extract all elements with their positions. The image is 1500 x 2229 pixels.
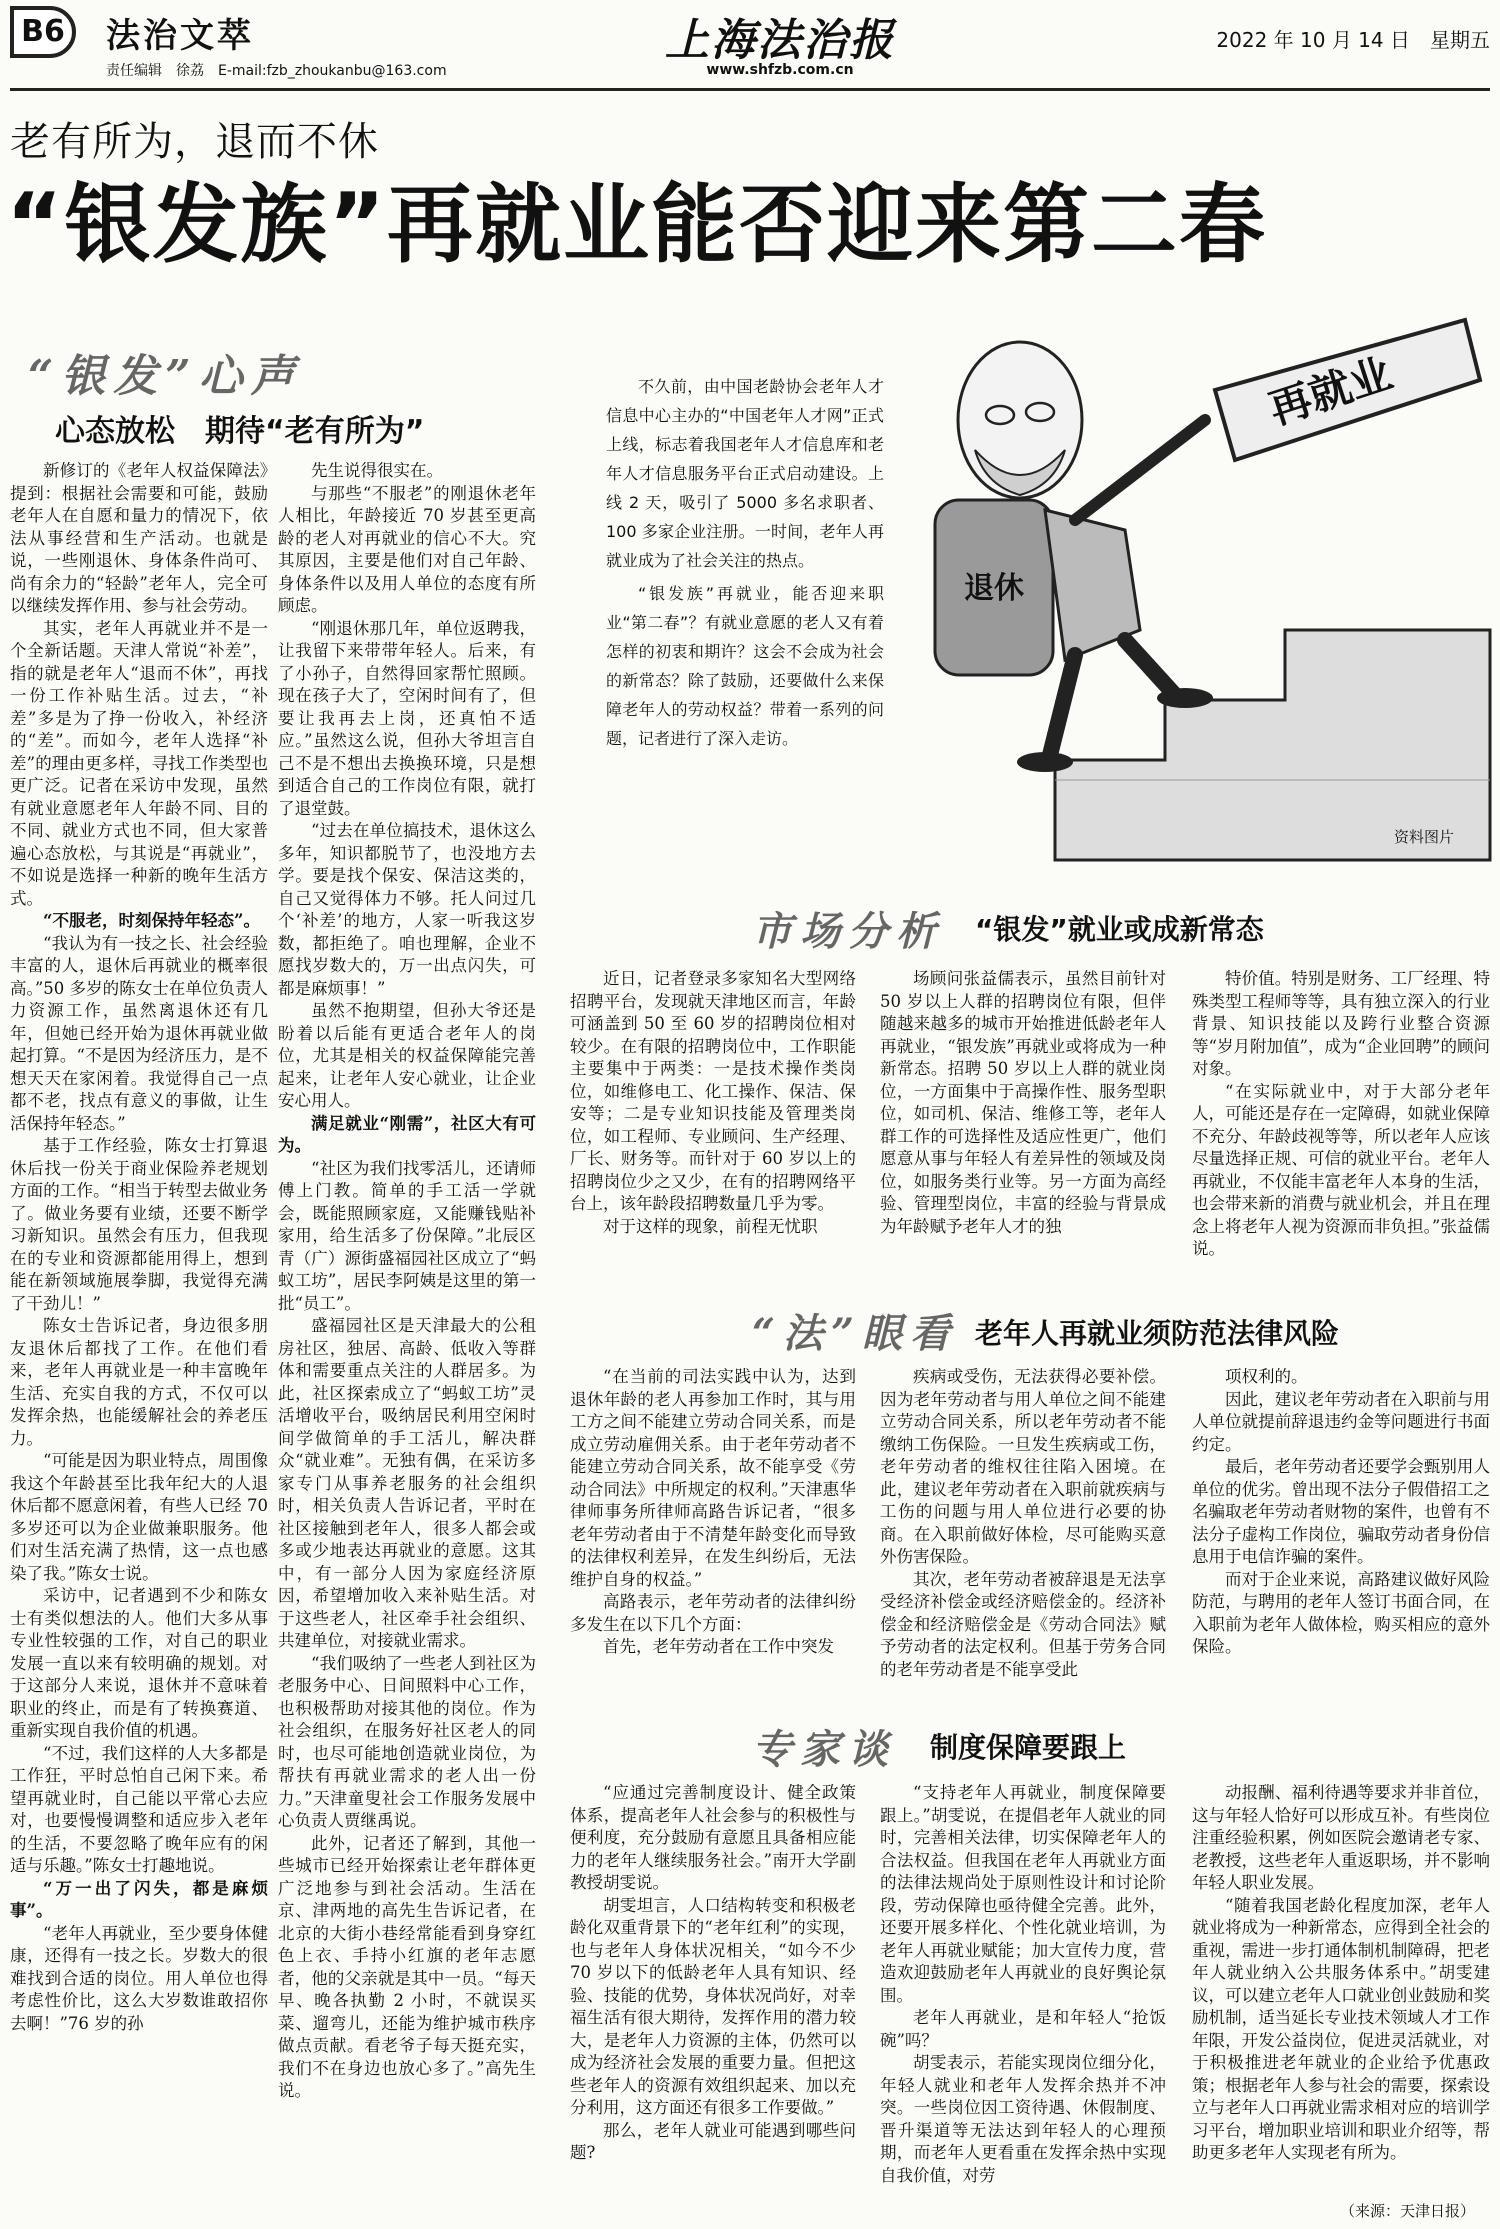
paragraph: 采访中，记者遇到不少和陈女士有类似想法的人。他们大多从事专业性较强的工作，对自己的职业发展一直以来有较明确的规划。对于这部分人来说，退休并不意味着职业的终止，而是有了转换赛道、重新实现自我价值的机遇。 — [10, 1586, 268, 1740]
paragraph: 其次，老年劳动者被辞退是无法享受经济补偿金或经济赔偿金的。经济补偿金和经济赔偿金是《劳动合同法》赋予劳动者的法定权利。但基于劳务合同的老年劳动者是不能享受此 — [880, 1569, 1166, 1679]
section2-column1 — [570, 968, 856, 1268]
paragraph: “不过，我们这样的人大多都是工作狂，平时总怕自己闲下来。希望再就业时，自己能以平常心去应对，也要慢慢调整和适应步入老年的生活，不要忽略了晚年应有的闲适与乐趣。”陈女士打趣地说。 — [10, 1743, 268, 1875]
paragraph: “不服老，时刻保持年轻态”。 — [43, 911, 260, 930]
editor-line: 责任编辑 徐荔 E-mail:fzb_zhoukanbu@163.com — [106, 63, 447, 79]
section4-column2 — [880, 1782, 1166, 2198]
paragraph: “在当前的司法实践中认为，达到退休年龄的老人再参加工作时，其与用工方之间不能建立劳动合同关系，而是成立劳动雇佣关系。由于老年劳动者不能建立劳动合同关系，故不能享受《劳动合同法》中所规定的权利。”天津惠华律师事务所律师高路告诉记者，“很多老年劳动者由于不清楚年龄变化而导致的法律权利差异，在发生纠纷后，无法维护自身的权益。” — [570, 1367, 856, 1589]
paragraph: “我们吸纳了一些老人到社区为老服务中心、日间照料中心工作，也积极帮助对接其他的岗位。作为社会组织，在服务好社区老人的同时，也尽可能地创造就业岗位，为帮扶有再就业需求的老人出一份力。”天津童叟社会工作服务发展中心负责人贾继禹说。 — [278, 1653, 536, 1830]
paragraph: “可能是因为职业特点，周围像我这个年龄甚至比我年纪大的人退休后都不愿意闲着，有些人已经 70 多岁还可以为企业做兼职服务。他们对生活充满了热情，这一点也感染了我。”陈女士说。 — [10, 1451, 268, 1583]
paragraph: 老年人再就业，是和年轻人“抢饭碗”吗？ — [880, 2008, 1166, 2050]
section1-title: “银发”心声 — [28, 351, 303, 402]
intro-paragraph-2: “银发族”再就业，能否迎来职业“第二春”？有就业意愿的老人又有着怎样的初衷和期许？这会不会成为社会的新常态？除了鼓励，还要做什么来保障老年人的劳动权益？带着一系列的问题，记者进行了深入走访。 — [606, 584, 884, 748]
article-source: （来源：天津日报） — [1340, 2202, 1476, 2220]
paragraph: 最后，老年劳动者还要学会甄别用人单位的优劣。曾出现不法分子假借招工之名骗取老年劳动者财物的案件，也曾有不法分子虚构工作岗位，骗取劳动者身份信息用于电信诈骗的案件。 — [1192, 1457, 1490, 1566]
paragraph: “在实际就业中，对于大部分老年人，可能还是存在一定障碍，如就业保障不充分、年龄歧视等等，所以老年人应该尽量选择正规、可信的就业平台。老年人再就业，不仅能丰富老年人本身的生活，也会带来新的消费与就业机会，并且在理念上将老年人视为资源而非负担。”张益儒说。 — [1192, 1081, 1490, 1258]
section-title: 法治文萃 — [106, 16, 254, 56]
paragraph: “应通过完善制度设计、健全政策体系，提高老年人社会参与的积极性与便利度，充分鼓励有意愿且具备相应能力的老年人继续服务社会。”南开大学副教授胡雯说。 — [570, 1783, 856, 1892]
section1-column1 — [10, 460, 268, 2220]
article-intro — [606, 372, 884, 757]
paragraph: 胡雯坦言，人口结构转变和积极老龄化双重背景下的“老年红利”的实现，也与老年人身体状况相关，“如今不少 70 岁以下的低龄老年人具有知识、经验、技能的优势，身体状况尚好，对幸福生活有很大期待，发挥作用的潜力较大，是老年人力资源的主体，仍然可以成为经济社会发展的重要力量。但把这些老年人的资源有效组织起来、加以充分利用，这方面还有很多工作要做。” — [570, 1895, 856, 2117]
paragraph: 高路表示，老年劳动者的法律纠纷多发生在以下几个方面： — [570, 1592, 856, 1634]
section4-column3 — [1192, 1782, 1490, 2198]
paragraph: “我认为有一技之长、社会经验丰富的人，退休后再就业的概率很高。”50 多岁的陈女士在单位负责人力资源工作，虽然离退休还有几年，但她已经开始为退休再就业做起打算。“不是因为经济压力，是不想天天在家闲着。我觉得自己一点都不老，找点有意义的事做，让生活保持年轻态。” — [10, 933, 268, 1133]
section4-subtitle: 制度保障要跟上 — [930, 1731, 1127, 1764]
paragraph: 胡雯表示，若能实现岗位细分化，年轻人就业和老年人发挥余热并不冲突。一些岗位因工资待遇、休假制度、晋升渠道等无法达到年轻人的心理预期，而老年人更看重在发挥余热中实现自我价值，对劳 — [880, 2053, 1166, 2185]
section3-title: “法”眼看 — [752, 1310, 959, 1357]
paragraph: 疾病或受伤，无法获得必要补偿。因为老年劳动者与用人单位之间不能建立劳动合同关系，所以老年劳动者不能缴纳工伤保险。一旦发生疾病或工伤，老年劳动者的维权往往陷入困境。在此，建议老年劳动者在入职前就疾病与工伤的问题与用人单位进行必要的协商。在入职前做好体检，尽可能购买意外伤害保险。 — [880, 1367, 1166, 1566]
masthead — [0, 0, 1500, 88]
paragraph: 而对于企业来说，高路建议做好风险防范，与聘用的老年人签订书面合同，在入职前为老年人做体检，购买相应的意外保险。 — [1192, 1569, 1490, 1656]
paragraph: 项权利的。 — [1225, 1367, 1308, 1386]
section3-column2 — [880, 1366, 1166, 1679]
cartoon-illustration — [905, 300, 1490, 860]
paragraph: 陈女士告诉记者，身边很多朋友退休后都找了工作。在他们看来，老年人再就业是一种丰富晚年生活、充实自我的方式，不仅可以发挥余热，也能缓解社会的养老压力。 — [10, 1316, 268, 1448]
section2-column2 — [880, 968, 1166, 1268]
paragraph: “过去在单位搞技术，退休这么多年，知识都脱节了，也没地方去学。要是找个保安、保洁这类的，自己又觉得体力不够。托人问过几个‘补差’的地方，人家一听我这岁数，都拒绝了。咱也理解，企业不愿找岁数大的，万一出点闪失，可都是麻烦事！” — [278, 821, 536, 998]
section1-column2 — [278, 460, 536, 2220]
paragraph: 满足就业“刚需”，社区大有可为。 — [278, 1113, 536, 1155]
paragraph: “社区为我们找零活儿，还请师傅上门教。简单的手工活一学就会，既能照顾家庭，又能赚钱贴补家用，给生活多了份保障。”北辰区青（广）源街盛福园社区成立了“蚂蚁工坊”，居民李阿姨是这里的第一批“员工”。 — [278, 1158, 536, 1313]
paragraph: 基于工作经验，陈女士打算退休后找一份关于商业保险养老规划方面的工作。“相当于转型去做业务了。做业务要有业绩，还要不断学习新知识。虽然会有压力，但我现在的专业和资源都能用得上，想到能在新领域施展拳脚，我觉得充满了干劲儿！” — [10, 1136, 268, 1313]
article-headline: “银发族”再就业能否迎来第二春 — [6, 175, 1268, 275]
section2-title: 市场分析 — [752, 908, 944, 955]
section2-column3 — [1192, 968, 1490, 1268]
paragraph: “老年人再就业，至少要身体健康，还得有一技之长。岁数大的很难找到合适的岗位。用人单位也得考虑性价比，这么大岁数谁敢招你去啊！”76 岁的孙 — [10, 1923, 268, 2033]
paragraph: 特价值。特别是财务、工厂经理、特殊类型工程师等等，具有独立深入的行业背景、知识技能以及跨行业整合资源等“岁月附加值”，成为“企业回聘”的顾问对象。 — [1192, 969, 1490, 1078]
paragraph: 动报酬、福利待遇等要求并非首位，这与年轻人恰好可以形成互补。有些岗位注重经验积累，例如医院会邀请老专家、老教授，这些老年人重返职场，并不影响年轻人职业发展。 — [1192, 1783, 1490, 1892]
sign-label: 再就业 — [1263, 348, 1399, 434]
paragraph: “随着我国老龄化程度加深，老年人就业将成为一种新常态，应得到全社会的重视，需进一步打通体制机制障碍，把老年人就业纳入公共服务体系中。”胡雯建议，可以建立老年人口就业创业鼓励和奖励机制，适当延长专业技术领域人才工作年限，开发公益岗位，促进灵活就业，对于积极推进老年就业的企业给予优惠政策；根据老年人参与社会的需要，探索设立与老年人口再就业需求相对应的培训学习平台，增加职业培训和职业介绍等，帮助更多老年人实现老有所为。 — [1192, 1895, 1490, 2162]
paragraph: 那么，老年人就业可能遇到哪些问题? — [570, 2120, 856, 2162]
masthead-rule — [10, 88, 1490, 91]
paragraph: 首先，老年劳动者在工作中突发 — [603, 1637, 834, 1656]
backpack-label: 退休 — [964, 571, 1024, 606]
newspaper-url: www.shfzb.com.cn — [706, 62, 854, 78]
paragraph: 先生说得很实在。 — [311, 461, 443, 480]
paragraph: “刚退休那几年，单位返聘我，让我留下来带带年轻人。后来，有了小孙子，自然得回家帮忙照顾。现在孩子大了，空闲时间有了，但要让我再去上岗，还真怕不适应。”虽然这么说，但孙大爷坦言自己不是不想出去换换环境，只是想到适合自己的工作岗位有限，就打了退堂鼓。 — [278, 618, 536, 818]
paragraph: 近日，记者登录多家知名大型网络招聘平台，发现就天津地区而言，年龄可涵盖到 50 至 60 岁的招聘岗位相对较少。在有限的招聘岗位中，工作职能主要集中于两类：一是技术操作类岗位，如维修电工、化工操作、保洁、保安等；二是专业知识技能及管理类岗位，如工程师、专业顾问、生产经理、厂长、财务等。而针对于 60 岁以上的招聘岗位少之又少，在有的招聘网络平台上，该年龄段招聘数量几乎为零。 — [570, 969, 856, 1213]
paragraph: 其实，老年人再就业并不是一个全新话题。天津人常说“补差”，指的就是老年人“退而不休”，再找一份工作补贴生活。过去，“补差”多是为了挣一份收入，补经济的“差”。而如今，老年人选择“补差”的理由更多样，寻找工作类型也更广泛。记者在采访中发现，虽然有就业意愿老年人年龄不同、目的不同、就业方式也不同，但大家普遍心态放松，与其说是“再就业”，不如说是选择一种新的晚年生活方式。 — [10, 618, 268, 908]
section3-column3 — [1192, 1366, 1490, 1666]
paragraph: 对于这样的现象，前程无忧职 — [603, 1216, 818, 1236]
paragraph: “支持老年人再就业，制度保障要跟上。”胡雯说，在提倡老年人就业的同时，完善相关法律，切实保障老年人的合法权益。但我国在老年人再就业方面的法律法规尚处于原则性设计和讨论阶段，劳动保障也亟待健全完善。此外，还要开展多样化、个性化就业培训，为老年人再就业赋能；加大宣传力度，营造欢迎鼓励老年人再就业的良好舆论氛围。 — [880, 1783, 1166, 2005]
paragraph: 此外，记者还了解到，其他一些城市已经开始探索让老年群体更广泛地参与到社会活动。生活在京、津两地的高先生告诉记者，在北京的大街小巷经常能看到身穿红色上衣、手持小红旗的老年志愿者，他的父亲就是其中一员。“每天早、晚各执勤 2 小时，不就误买菜、遛弯儿，还能为维护城市秩序做点贡献。看老爷子每天挺充实，我们不在身边也放心多了。”高先生说。 — [278, 1833, 536, 2100]
section2-subtitle: “银发”就业或成新常态 — [975, 913, 1264, 946]
paragraph: 盛福园社区是天津最大的公租房社区，独居、高龄、低收入等群体和需要重点关注的人群居多。为此，社区探索成立了“蚂蚁工坊”灵活增收平台，吸纳居民利用空闲时间学做简单的手工活儿，解决群众“就业难”。无独有偶，在采访多家专门从事养老服务的社会组织时，相关负责人告诉记者，平时在社区接触到老年人，很多人都会或多或少地表达再就业的意愿。这其中，有一部分人因为家庭经济原因，希望增加收入来补贴生活。对于这些老人，社区牵手社会组织、共建单位，对接就业需求。 — [278, 1316, 536, 1650]
paragraph: 新修订的《老年人权益保障法》提到：根据社会需要和可能，鼓励老年人在自愿和量力的情况下，依法从事经营和生产活动。也就是说，一些刚退休、身体条件尚可、尚有余力的“轻龄”老年人，完全可以继续发挥作用、参与社会劳动。 — [10, 461, 268, 615]
page-number-badge: B6 — [10, 6, 76, 58]
issue-date: 2022 年 10 月 14 日 星期五 — [1216, 28, 1490, 52]
section4-title: 专家谈 — [752, 1726, 896, 1773]
section4-column1 — [570, 1782, 856, 2198]
paragraph: 场顾问张益儒表示，虽然目前针对 50 岁以上人群的招聘岗位有限，但伴随越来越多的城市开始推进低龄老年人再就业，“银发族”再就业或将成为一种新常态。招聘 50 岁以上人群的就业岗位，一方面集中于高操作性、服务型职位，如司机、保洁、维修工等，老年人群工作的可选择性及适应性更广，他们愿意从事与年轻人有差异性的领域及岗位，如服务类行业等。另一方面为高经验、管理型岗位，丰富的经验与背景成为年龄赋予老年人才的独 — [880, 969, 1166, 1236]
paragraph: 与那些“不服老”的刚退休老年人相比，年龄接近 70 岁甚至更高龄的老人对再就业的信心不大。究其原因，主要是他们对自己年龄、身体条件以及用人单位的态度有所顾虑。 — [278, 483, 536, 615]
paragraph: 因此，建议老年劳动者在入职前与用人单位就提前辞退违约金等问题进行书面约定。 — [1192, 1389, 1490, 1454]
intro-paragraph-1: 不久前，由中国老龄协会老年人才信息中心主办的“中国老年人才网”正式上线，标志着我国老年人才信息库和老年人才信息服务平台正式启动建设。上线 2 天，吸引了 5000 多名求职者、100 多家企业注册。一时间，老年人再就业成为了社会关注的热点。 — [606, 377, 884, 570]
image-credit: 资料图片 — [1394, 828, 1455, 846]
section3-column1 — [570, 1366, 856, 1666]
section3-subtitle: 老年人再就业须防范法律风险 — [975, 1317, 1340, 1350]
article-kicker: 老有所为，退而不休 — [10, 119, 379, 165]
paragraph: 虽然不抱期望，但孙大爷还是盼着以后能有更适合老年人的岗位，尤其是相关的权益保障能完善起来，让老年人安心就业，让企业安心用人。 — [278, 1001, 536, 1110]
paragraph: “万一出了闪失，都是麻烦事”。 — [10, 1878, 268, 1920]
section1-subtitle: 心态放松 期待“老有所为” — [55, 414, 425, 449]
newspaper-logo: 上海法治报 — [665, 15, 895, 66]
